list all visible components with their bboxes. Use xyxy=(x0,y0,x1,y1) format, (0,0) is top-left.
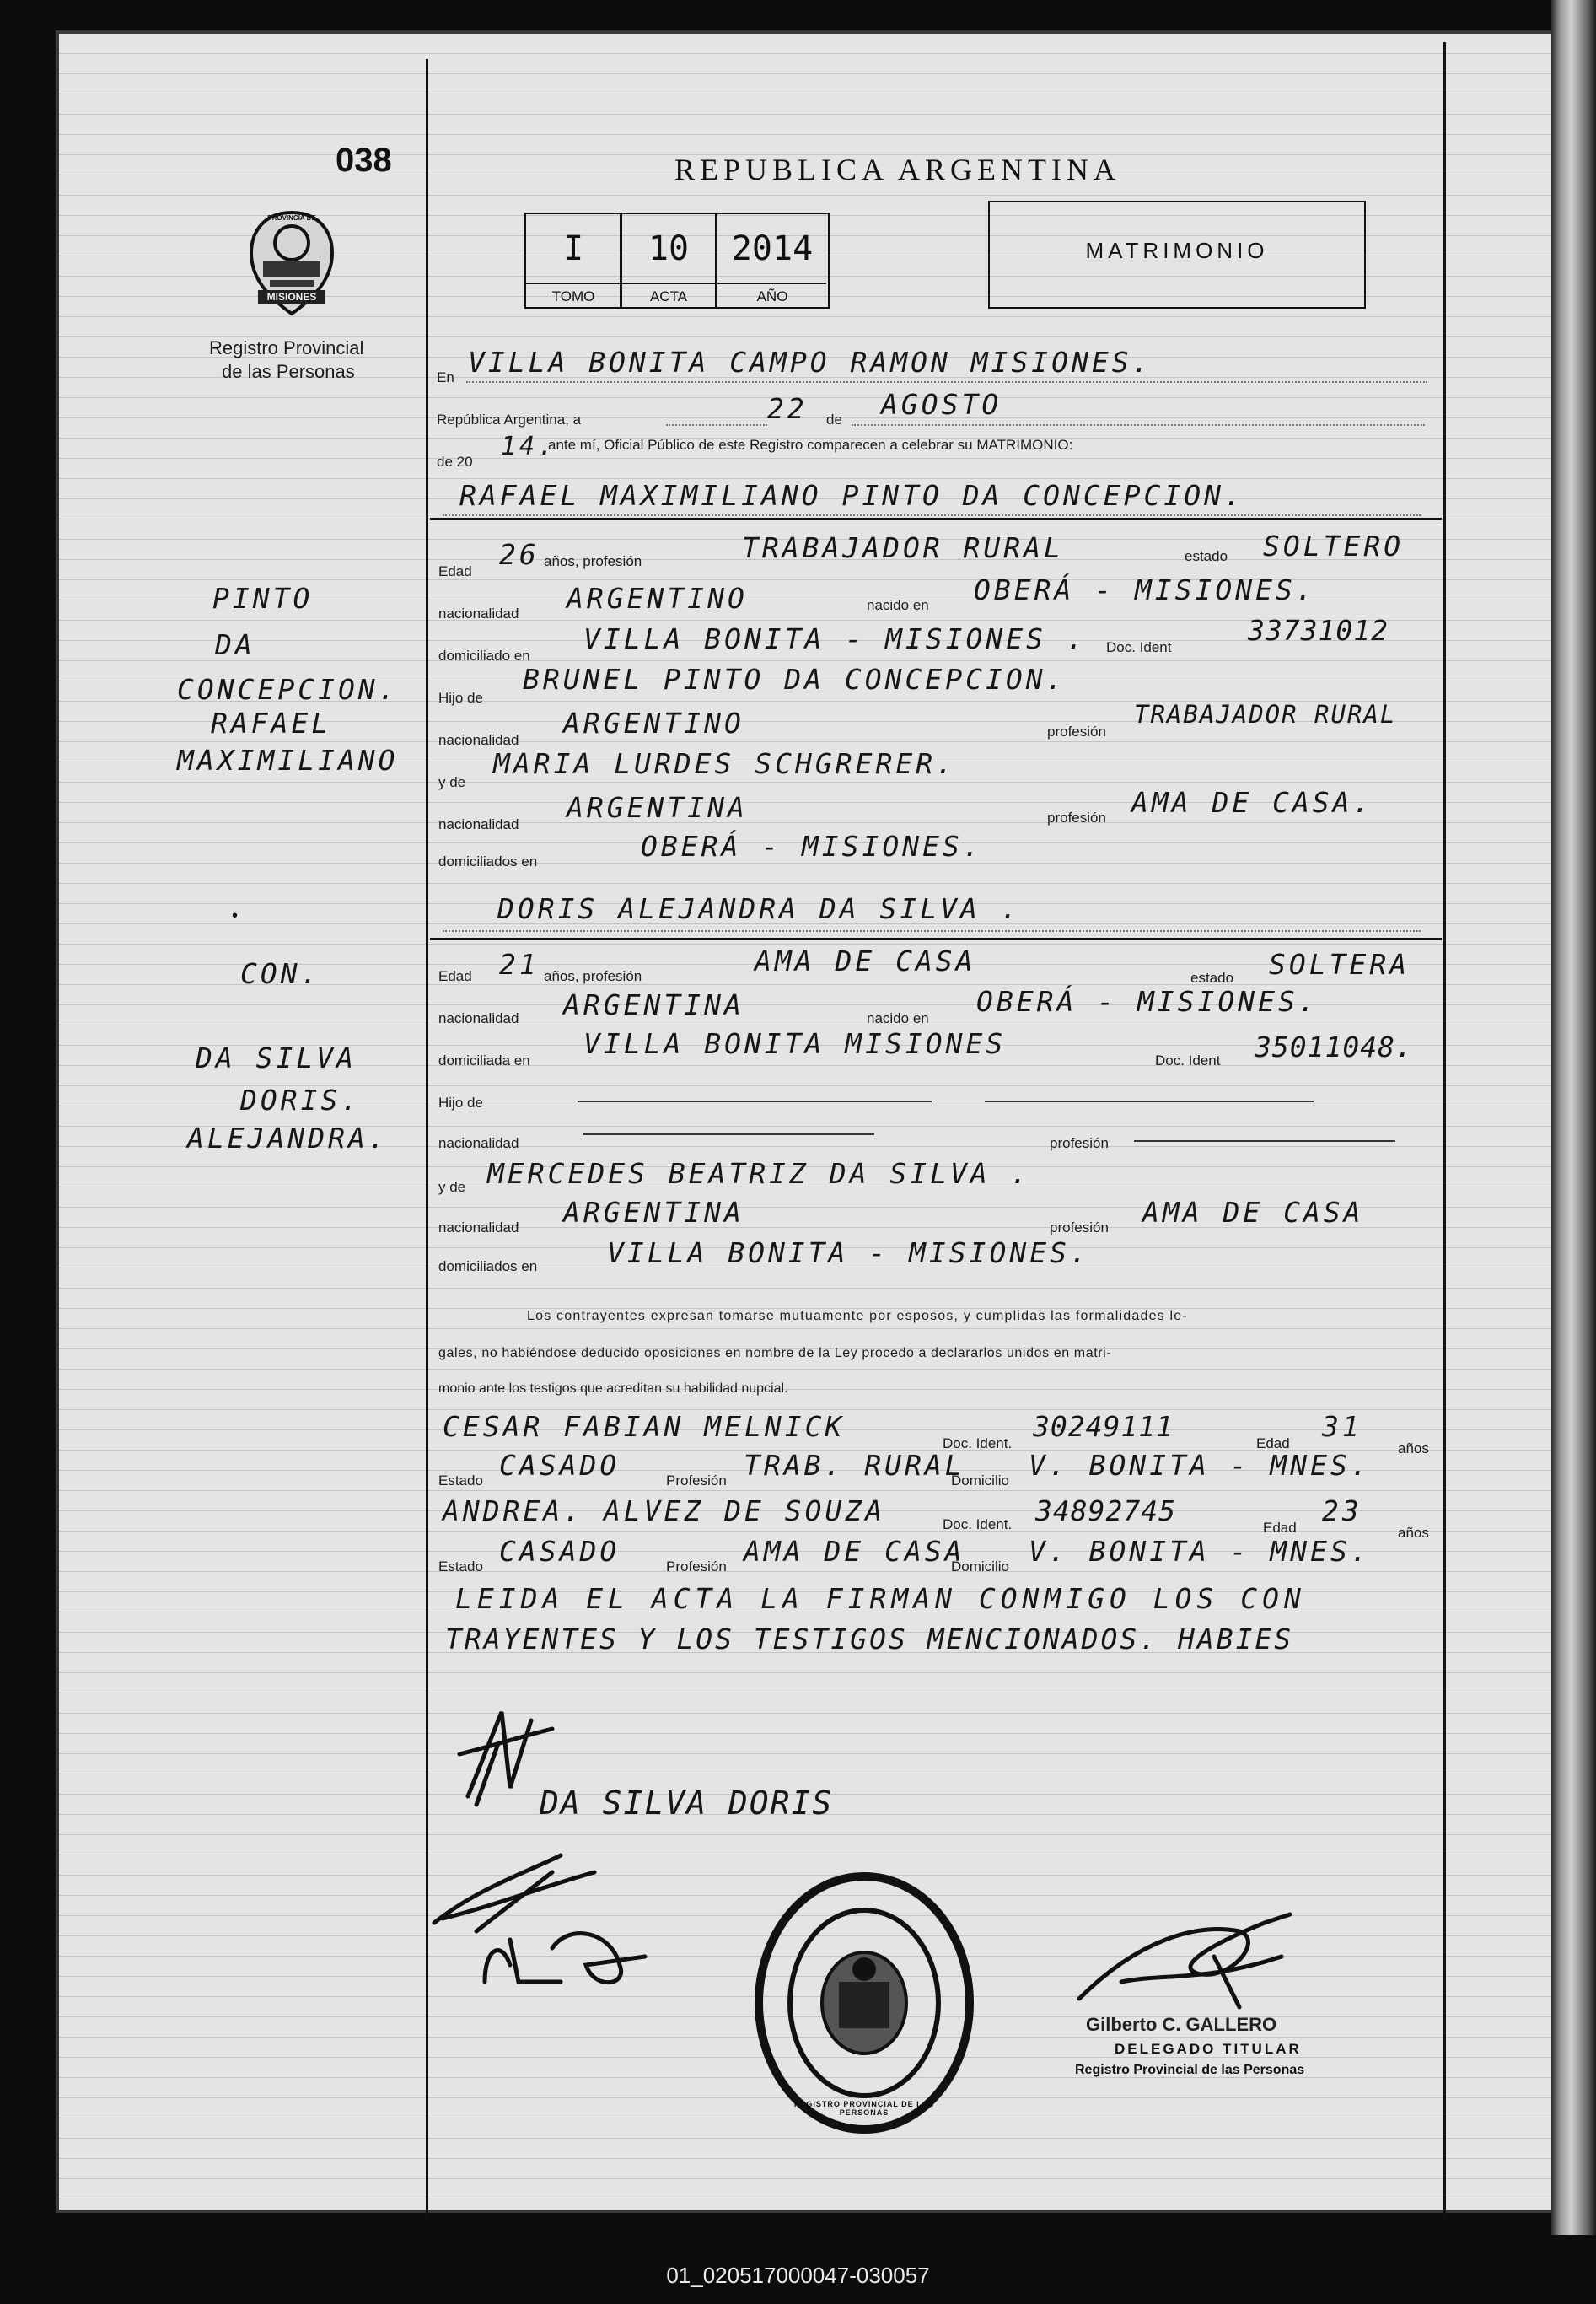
bride-hijo-label: Hijo de xyxy=(438,1095,483,1111)
bride-name-dots xyxy=(443,930,1421,932)
witness-1-prof-label: Profesión xyxy=(666,1472,727,1488)
bride-nationality: ARGENTINA xyxy=(563,988,744,1021)
declaration-line-1: Los contrayentes expresan tomarse mutuamente por esposos, y cumplidas las formalidades le- xyxy=(527,1309,1188,1323)
witness-1-doc-label: Doc. Ident. xyxy=(943,1435,1013,1451)
groom-status: SOLTERO xyxy=(1263,530,1405,563)
witness-1-status: CASADO xyxy=(499,1449,621,1482)
bride-mother-nationality: ARGENTINA xyxy=(563,1196,744,1229)
page-number: 038 xyxy=(336,142,392,179)
bride-mother-prof-label: profesión xyxy=(1050,1219,1109,1235)
bride-yde-label: y de xyxy=(438,1179,466,1195)
act-type-label: MATRIMONIO xyxy=(1085,238,1269,263)
groom-parents-dom-label: domiciliados en xyxy=(438,853,538,869)
groom-anos-profesion-label: años, profesión xyxy=(544,553,642,569)
witness-2-anos-label: años xyxy=(1398,1525,1429,1541)
witness-1-doc: 30249111 xyxy=(1033,1410,1174,1443)
groom-father-nac-label: nacionalidad xyxy=(438,732,519,748)
anio-value: 2014 xyxy=(731,229,814,268)
official-signature xyxy=(1071,1906,1307,2024)
margin-bride-line-1: DA SILVA xyxy=(196,1042,357,1074)
witness-1-address: V. BONITA - MNES. xyxy=(1029,1449,1371,1482)
official-name: Gilberto C. GALLERO xyxy=(1086,2014,1277,2035)
tomo-box xyxy=(524,213,622,309)
margin-dot: • xyxy=(232,907,239,925)
groom-father-nationality: ARGENTINO xyxy=(563,707,744,740)
groom-mother-nationality: ARGENTINA xyxy=(567,791,748,824)
anio-label: AÑO xyxy=(756,288,788,304)
bride-born-in: OBERÁ - MISIONES. xyxy=(976,985,1319,1018)
bride-mother-nac-label: nacionalidad xyxy=(438,1219,519,1235)
margin-groom-line-4: RAFAEL xyxy=(211,707,332,740)
bride-father-nac-label: nacionalidad xyxy=(438,1135,519,1151)
groom-yde-label: y de xyxy=(438,774,466,790)
seal-text: REGISTRO PROVINCIAL DE LAS PERSONAS xyxy=(793,2100,935,2117)
witness-1-estado-label: Estado xyxy=(438,1472,483,1488)
groom-estado-label: estado xyxy=(1185,548,1228,564)
emblem-label: MISIONES xyxy=(266,291,317,303)
witness-2-status: CASADO xyxy=(499,1535,621,1568)
month-dots xyxy=(852,424,1425,426)
bride-age: 21 xyxy=(499,948,540,981)
registry-name-line1: Registro Provincial xyxy=(209,337,364,358)
margin-groom-line-5: MAXIMILIANO xyxy=(177,744,399,777)
witness-2-age: 23 xyxy=(1322,1494,1362,1527)
bride-mother-profession: AMA DE CASA xyxy=(1142,1196,1364,1229)
groom-edad-label: Edad xyxy=(438,563,472,579)
groom-father-profession: TRABAJADOR RURAL xyxy=(1134,700,1397,729)
bride-mother: MERCEDES BEATRIZ DA SILVA . xyxy=(487,1157,1031,1190)
declaration-line-2: gales, no habiéndose deducido oposiciones en nombre de la Ley procedo a declararlos unidos en matri- xyxy=(438,1346,1112,1360)
groom-doc: 33731012 xyxy=(1248,614,1389,647)
groom-mother-prof-label: profesión xyxy=(1047,810,1106,826)
bride-domiciliada-label: domiciliada en xyxy=(438,1052,530,1069)
groom-profession: TRABAJADOR RURAL xyxy=(742,531,1064,564)
groom-mother-profession: AMA DE CASA. xyxy=(1131,786,1373,819)
bride-father-blank-1 xyxy=(578,1101,932,1102)
witness-1-edad-label: Edad xyxy=(1256,1435,1290,1451)
witness-1-profession: TRAB. RURAL xyxy=(744,1449,965,1482)
groom-address: VILLA BONITA - MISIONES . xyxy=(583,622,1087,655)
official-title: DELEGADO TITULAR xyxy=(1115,2041,1302,2057)
section-rule-2 xyxy=(430,938,1442,940)
witness-1-dom-label: Domicilio xyxy=(951,1472,1009,1488)
bride-signature-text: DA SILVA DORIS xyxy=(540,1785,834,1822)
margin-groom-line-3: CONCEPCION. xyxy=(177,673,399,706)
groom-nacionalidad-label: nacionalidad xyxy=(438,606,519,622)
margin-groom-line-2: DA xyxy=(215,628,255,661)
witness-2-edad-label: Edad xyxy=(1263,1520,1297,1536)
bride-nacido-label: nacido en xyxy=(867,1010,929,1026)
bride-estado-label: estado xyxy=(1190,970,1234,986)
groom-name-dots xyxy=(443,514,1421,516)
bride-doc: 35011048. xyxy=(1255,1031,1413,1063)
groom-mother-nac-label: nacionalidad xyxy=(438,816,519,832)
groom-full-name: RAFAEL MAXIMILIANO PINTO DA CONCEPCION. xyxy=(459,479,1244,512)
groom-parents-address: OBERÁ - MISIONES. xyxy=(641,830,983,863)
closing-line-2: TRAYENTES Y LOS TESTIGOS MENCIONADOS. HABIES xyxy=(445,1623,1294,1655)
groom-hijo-label: Hijo de xyxy=(438,690,483,706)
bride-doc-label: Doc. Ident xyxy=(1155,1052,1221,1069)
place-dots xyxy=(466,381,1427,383)
year-prefix: de 20 xyxy=(437,454,473,470)
witness-2-dom-label: Domicilio xyxy=(951,1558,1009,1575)
year-suffix: 14. xyxy=(501,432,557,461)
emblem-top-label: PROVINCIA DE xyxy=(267,214,316,222)
closing-line-1: LEIDA EL ACTA LA FIRMAN CONMIGO LOS CON xyxy=(455,1582,1306,1615)
page-edge xyxy=(1551,0,1596,2235)
bride-anos-profesion-label: años, profesión xyxy=(544,968,642,984)
witness-1-anos-label: años xyxy=(1398,1440,1429,1456)
official-seal xyxy=(750,1868,978,2138)
witness-1-age: 31 xyxy=(1322,1410,1362,1443)
witness-2-profession: AMA DE CASA xyxy=(744,1535,965,1568)
groom-father: BRUNEL PINTO DA CONCEPCION. xyxy=(523,663,1067,696)
acta-box xyxy=(620,213,717,309)
witness-1-name: CESAR FABIAN MELNICK xyxy=(443,1410,846,1443)
groom-domiciliado-label: domiciliado en xyxy=(438,648,530,664)
bride-father-prof-blank xyxy=(1134,1140,1395,1142)
box-divider xyxy=(526,283,826,284)
country-title: REPUBLICA ARGENTINA xyxy=(674,153,1121,186)
day-value: 22 xyxy=(767,392,808,425)
groom-age: 26 xyxy=(499,538,540,571)
margin-groom-line-1: PINTO xyxy=(212,582,314,615)
bride-address: VILLA BONITA MISIONES xyxy=(583,1027,1007,1060)
anio-box xyxy=(715,213,830,309)
month-value: AGOSTO xyxy=(881,388,1002,421)
intro-statement: ante mí, Oficial Público de este Registro comparecen a celebrar su MATRIMONIO: xyxy=(548,437,1073,453)
scan-caption: 01_020517000047-030057 xyxy=(666,2263,930,2288)
bride-parents-dom-label: domiciliados en xyxy=(438,1258,538,1274)
day-de-label: de xyxy=(826,412,842,428)
bride-parents-address: VILLA BONITA - MISIONES. xyxy=(607,1236,1090,1269)
witness-2-prof-label: Profesión xyxy=(666,1558,727,1575)
bride-father-nat-blank xyxy=(583,1133,874,1135)
section-rule-1 xyxy=(430,518,1442,520)
right-margin-rule xyxy=(1443,42,1446,2218)
place-value: VILLA BONITA CAMPO RAMON MISIONES. xyxy=(468,346,1153,379)
official-org: Registro Provincial de las Personas xyxy=(1075,2063,1305,2077)
bride-father-prof-label: profesión xyxy=(1050,1135,1109,1151)
tomo-value: I xyxy=(562,229,584,268)
margin-bride-line-3: ALEJANDRA. xyxy=(187,1122,389,1155)
witness-2-estado-label: Estado xyxy=(438,1558,483,1575)
margin-con: CON. xyxy=(240,957,321,990)
bride-father-blank-2 xyxy=(985,1101,1314,1102)
witness-2-name: ANDREA. ALVEZ DE SOUZA xyxy=(443,1494,886,1527)
bride-nacionalidad-label: nacionalidad xyxy=(438,1010,519,1026)
witness-2-doc-label: Doc. Ident. xyxy=(943,1516,1013,1532)
groom-mother: MARIA LURDES SCHGRERER. xyxy=(493,747,956,780)
bride-status: SOLTERA xyxy=(1269,948,1411,981)
groom-nacido-label: nacido en xyxy=(867,597,929,613)
en-label: En xyxy=(437,369,454,385)
book-spine xyxy=(0,0,59,2235)
acta-label: ACTA xyxy=(649,288,688,304)
margin-bride-line-2: DORIS. xyxy=(240,1084,362,1117)
bride-full-name: DORIS ALEJANDRA DA SILVA . xyxy=(497,892,1021,925)
groom-signature xyxy=(426,1838,679,1990)
bride-profession: AMA DE CASA xyxy=(755,945,976,977)
act-type-box xyxy=(988,201,1366,309)
groom-born-in: OBERÁ - MISIONES. xyxy=(974,573,1316,606)
republic-label: República Argentina, a xyxy=(437,412,582,428)
bride-edad-label: Edad xyxy=(438,968,472,984)
groom-nationality: ARGENTINO xyxy=(567,582,748,615)
groom-doc-label: Doc. Ident xyxy=(1106,639,1172,655)
witness-2-address: V. BONITA - MNES. xyxy=(1029,1535,1371,1568)
tomo-label: TOMO xyxy=(551,288,595,304)
declaration-line-3: monio ante los testigos que acreditan su habilidad nupcial. xyxy=(438,1381,788,1396)
day-dots xyxy=(666,424,767,426)
registry-name-line2: de las Personas xyxy=(222,361,355,382)
witness-2-doc: 34892745 xyxy=(1035,1494,1176,1527)
groom-father-prof-label: profesión xyxy=(1047,724,1106,740)
acta-value: 10 xyxy=(648,229,690,268)
